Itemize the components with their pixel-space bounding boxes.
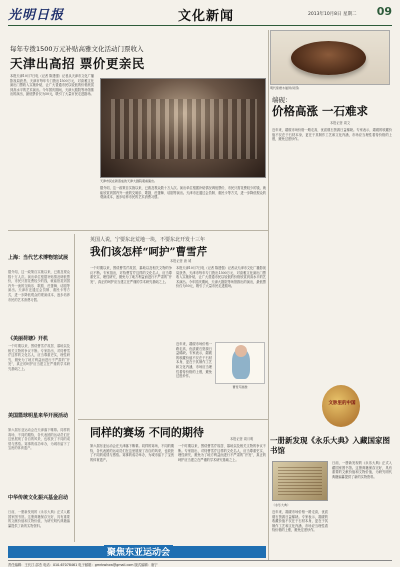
brief-title-3: 美国篮球明星来华开展活动 [8,413,69,419]
series-stamp-icon [322,385,360,427]
lead-body-col-1: 本报天津10月7日电（记者 陈建强）记者从天津市文化广播影视局获悉，天津市每年专门拨出1500万元，对高雅文化演出门票收入实施补贴，让广大普通市民以较低的价格欣赏到高水平的艺术演出。今年国庆期间，天津大剧院等场馆推出的演出，最低票价仅为50元，吸引了大量市民走进剧场。 [10,74,94,97]
middle-byline: 本报记者 唐 城 [170,259,192,263]
middle-body-col-2: 本报天津10月7日电（记者 陈建强）记者从天津市文化广播影视局获悉，天津市每年专门拨出1500万元，对高雅文化演出门票收入实施补贴，让广大普通市民以较低的价格欣赏到高水平的艺术演出。今年国庆期间，天津大剧院等场馆推出的演出，最低票价仅为50元，吸引了大量市民走进剧场。 [176,266,266,289]
series-stamp-text: 文脉里的中国 [328,401,356,406]
brief-body-2: 一个时期以来，围绕曹雪芹故居、墓地以及相关文物的争议不断。专家指出，对待曹雪芹这样的文化名人，应当尊重史实，理性研究，避免为了地方利益而进行不严肃的“开发”，真正的呵护应当建立在严谨的学术研究基础之上。 [8,344,70,371]
lead-body-col-2: 据介绍，这一政策自实施以来，已惠及观众数十万人次。演出单位根据补贴情况调低票价，市民只需花费较少的钱，就能欣赏到国内外一流的交响乐、歌剧、芭蕾舞、话剧等演出。天津市还通过会员制、惠民卡等方式，进一步降低观众的观演成本，逐步培养市民的艺术消费习惯。 [100,186,266,200]
right-body-col: 近年来，端砚市场价格一路走高，优质砚石资源日益稀缺。专家表示，端砚的收藏价值不仅在于石材本身，更在于其制作工艺和文化内涵，市场应当理性看待价格的上涨，避免过度炒作。 [272,128,392,142]
right-headline: 价格高涨 一石难求 [272,104,369,118]
book-caption: 《永乐大典》 [272,503,291,507]
page-footer: 责任编辑：王长江 邵杰 电话：010-67078461 电子邮箱：gmrbwhxw@gmail.com 版式编辑：唐宁 [8,560,392,567]
lead-headline: 天津出高招 票价更亲民 [10,56,145,71]
brief-body-1: 据介绍，这一政策自实施以来，已惠及观众数十万人次。演出单位根据补贴情况调低票价，市民只需花费较少的钱，就能欣赏到国内外一流的交响乐、歌剧、芭蕾舞、话剧等演出。天津市还通过会员制、惠民卡等方式，进一步降低观众的观演成本，逐步培养市民的艺术消费习惯。 [8,270,70,302]
artifact-photo [270,30,390,85]
brief-body-3: 第六届东亚运动会在天津落下帷幕。同样的赛场，不同的期待，各代表团的运动员们在这里展现了各自的风采，也收获了不同的成绩与感悟。赛事的成功举办，为城市留下了宝贵的体育遗产。 [8,428,70,451]
right-lower-body-col-2: 近年来，端砚市场价格一路走高，优质砚石资源日益稀缺。专家表示，端砚的收藏价值不仅在于石材本身，更在于其制作工艺和文化内涵，市场应当理性看待价格的上涨，避免过度炒作。 [272,510,328,533]
brief-body-4: 日前，一册新发现的《永乐大典》正式入藏国家图书馆。这册典籍保存完好，具有重要的文献价值和文物价值，为研究明代典籍编纂提供了新的实物资料。 [8,510,70,528]
cao-xueqin-illustration [215,342,265,384]
lower-body-col-1: 第六届东亚运动会在天津落下帷幕。同样的赛场，不同的期待，各代表团的运动员们在这里展现了各自的风采，也收获了不同的成绩与感悟。赛事的成功举办，为城市留下了宝贵的体育遗产。 [90,444,174,462]
middle-headline: 我们该怎样“呵护”曹雪芹 [90,246,208,258]
lead-photo-caption: 天津市民在新落成的天津大剧院观看演出。 [100,179,158,183]
issue-date: 2013年10月8日 星期二 [308,12,357,17]
newspaper-logo: 光明日报 [8,8,65,23]
right-kicker: 端砚： [272,96,292,104]
lead-kicker: 每年专拨1500万元补贴高雅文化活动门票收入 [10,45,144,53]
brief-title-1: 上海：当代艺术博物馆试展 [8,255,69,261]
section-title: 文化新闻 [178,9,235,24]
middle-body-col-3: 近年来，端砚市场价格一路走高，优质砚石资源日益稀缺。专家表示，端砚的收藏价值不仅在于石材本身，更在于其制作工艺和文化内涵，市场应当理性看待价格的上涨，避免过度炒作。 [176,342,212,379]
brief-title-2: 《美丽荷塘》开机 [8,336,49,342]
lower-byline: 本报记者 周月明 [230,437,254,441]
lead-photo [100,78,266,178]
illustration-caption: 曹雪芹画像 [232,385,248,389]
lower-headline: 同样的赛场 不同的期待 [90,426,204,439]
artifact-caption: 明代紫檀木插屏(局部) [270,86,300,90]
lower-body-col-2: 一个时期以来，围绕曹雪芹故居、墓地以及相关文物的争议不断。专家指出，对待曹雪芹这样的文化名人，应当尊重史实，理性研究，避免为了地方利益而进行不严肃的“开发”，真正的呵护应当建立在严谨的学术研究基础之上。 [178,444,266,462]
right-lower-headline: 一册新发现《永乐大典》入藏国家图书馆 [270,436,390,455]
middle-kicker: 英国人说，宁要东北荒地一块，不要东北开发十三年 [90,237,206,243]
right-byline: 本报记者 周文 [330,121,351,125]
right-lower-body-col-1: 日前，一册新发现的《永乐大典》正式入藏国家图书馆。这册典籍保存完好，具有重要的文献价值和文物价值，为研究明代典籍编纂提供了新的实物资料。 [332,461,392,479]
masthead [8,4,392,26]
brief-title-4: 中华传统文化振兴基金启动 [8,495,69,501]
page-number: 09 [376,5,392,18]
middle-body-col-1: 一个时期以来，围绕曹雪芹故居、墓地以及相关文物的争议不断。专家指出，对待曹雪芹这样的文化名人，应当尊重史实，理性研究，避免为了地方利益而进行不严肃的“开发”，真正的呵护应当建立在严谨的学术研究基础之上。 [90,266,172,284]
yongle-dadian-photo [272,461,328,501]
games-banner-label: 聚焦东亚运动会 [104,545,173,558]
